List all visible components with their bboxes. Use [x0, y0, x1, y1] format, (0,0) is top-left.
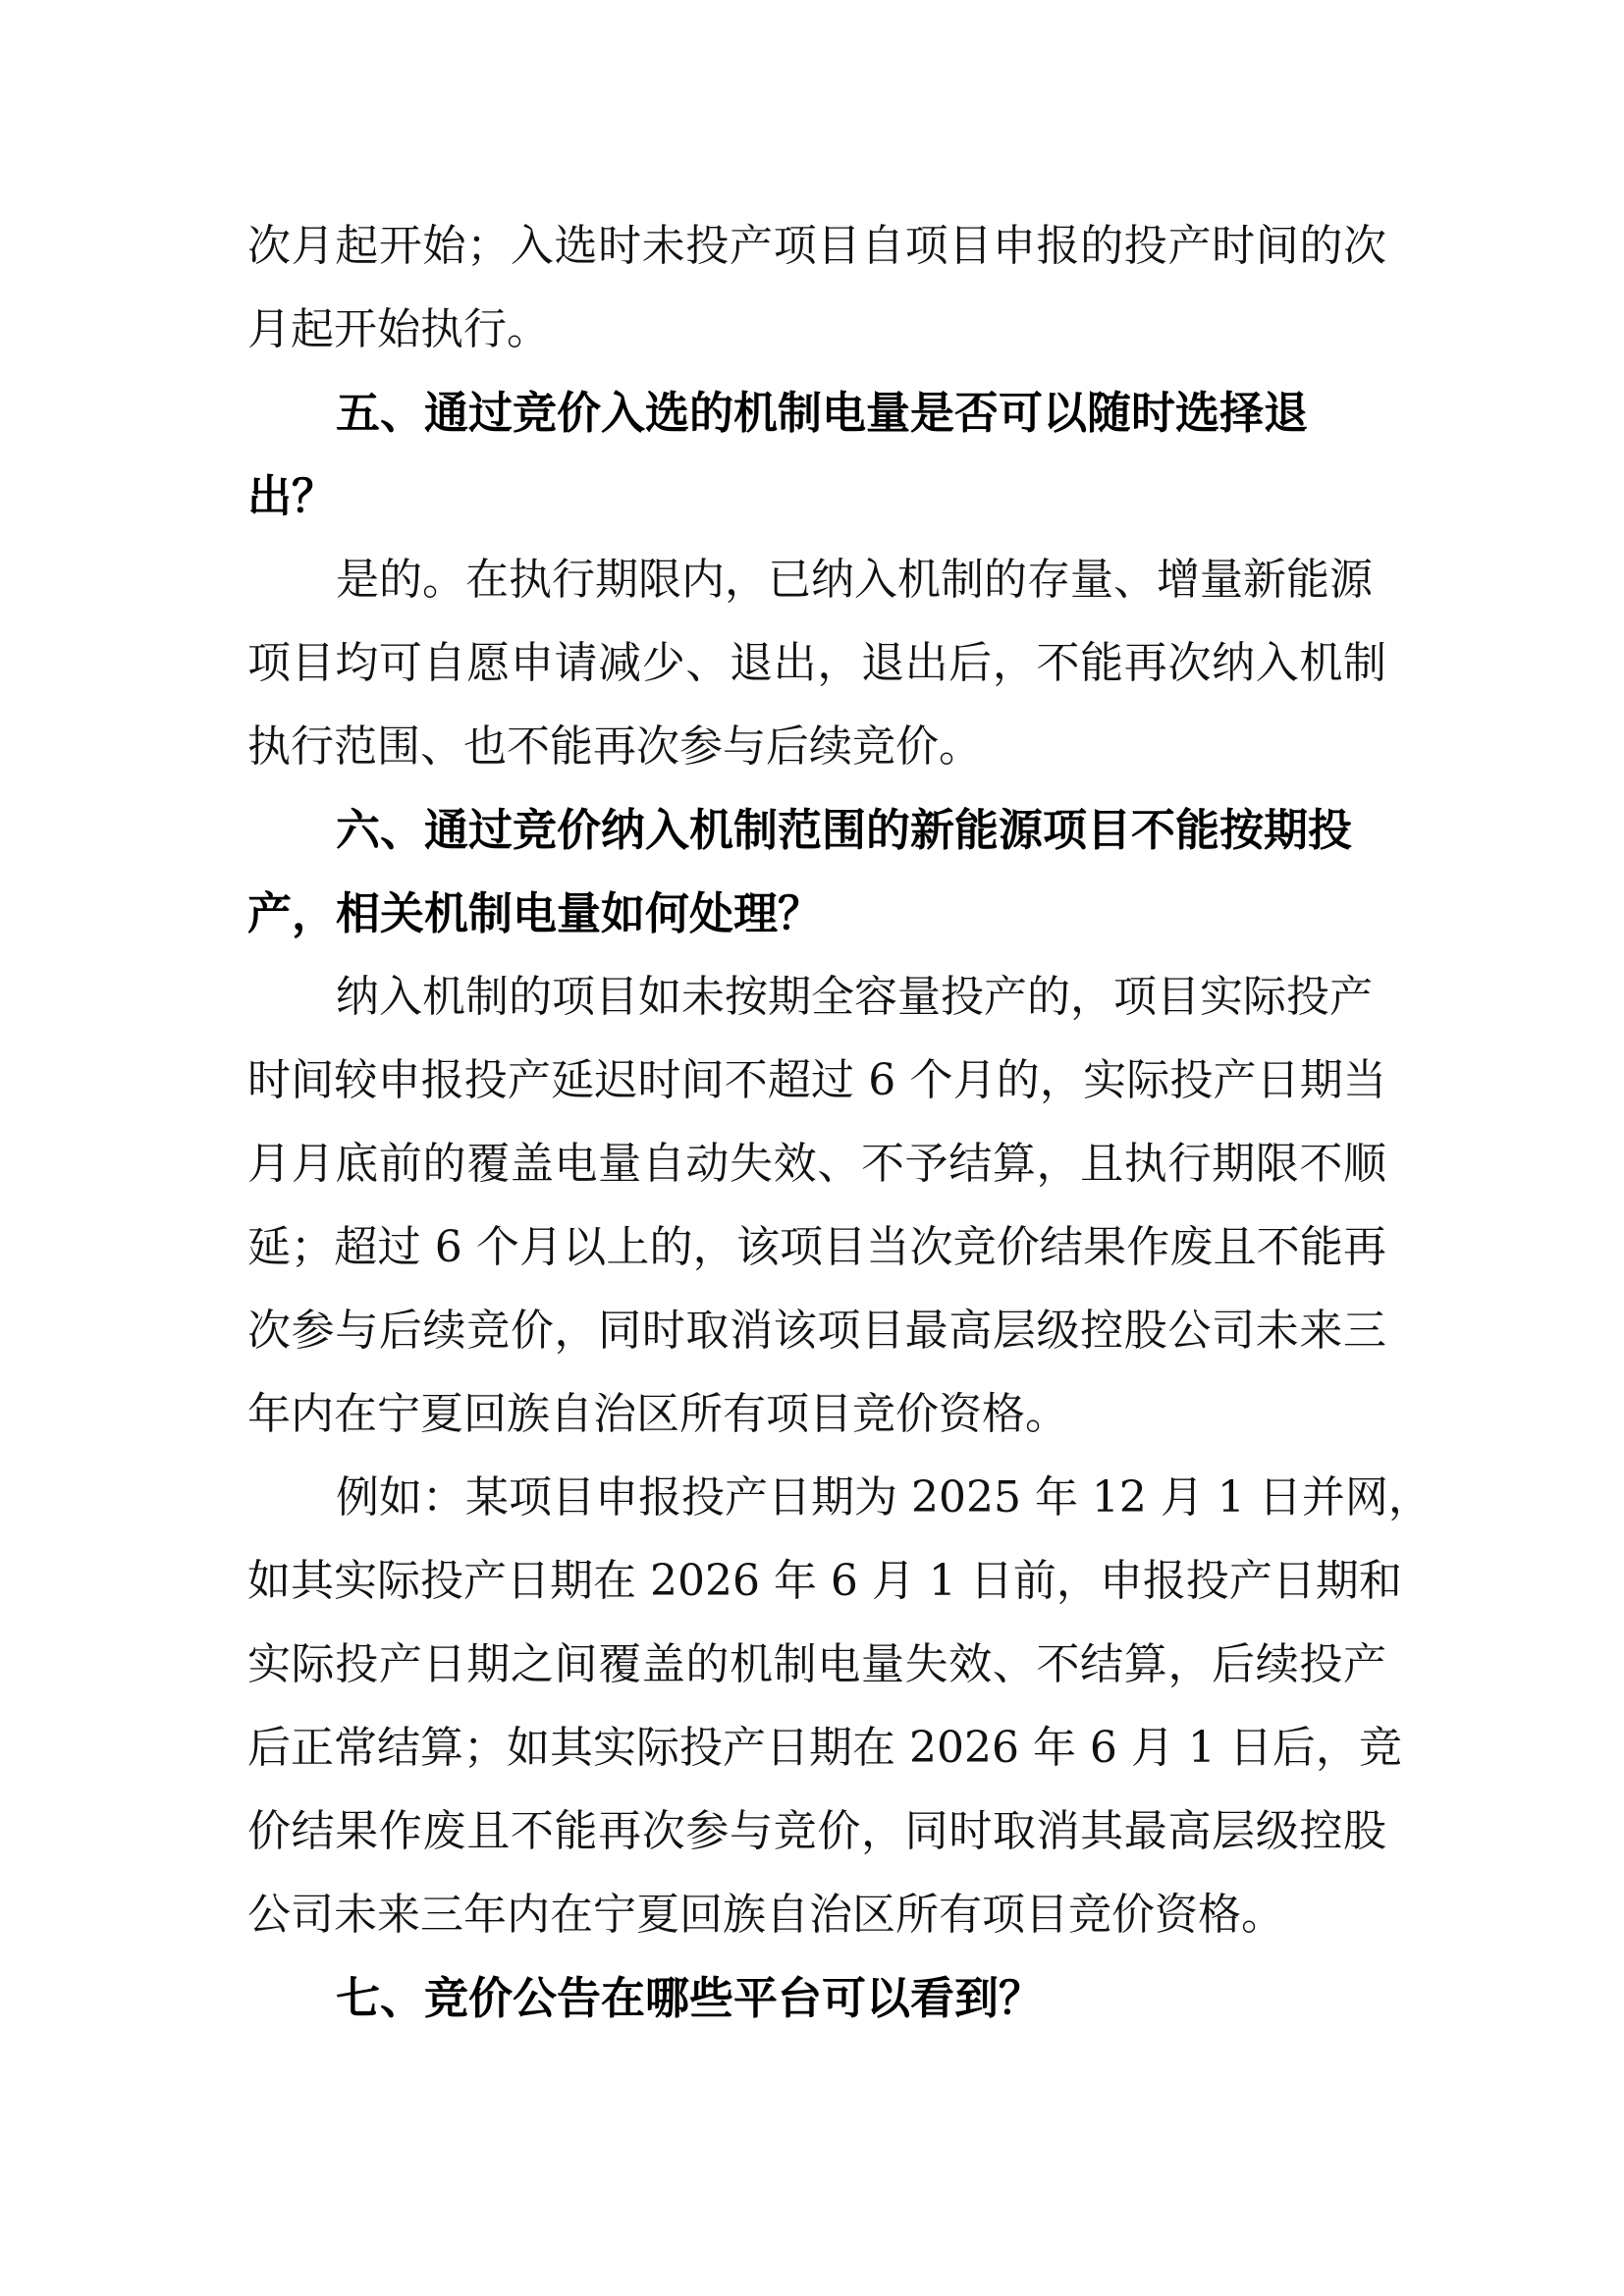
body-text-line: 年内在宁夏回族自治区所有项目竞价资格。: [247, 1389, 1068, 1439]
section-heading: 出？: [247, 470, 337, 522]
body-text-line: 次月起开始；入选时未投产项目自项目申报的投产时间的次: [247, 221, 1386, 271]
body-text-line: 后正常结算；如其实际投产日期在 2026 年 6 月 1 日后，竞: [247, 1723, 1402, 1773]
body-text-line: 公司未来三年内在宁夏回族自治区所有项目竞价资格。: [247, 1890, 1284, 1940]
body-text-line: 项目均可自愿申请减少、退出，退出后，不能再次纳入机制: [247, 638, 1386, 688]
body-text-line: 月月底前的覆盖电量自动失效、不予结算，且执行期限不顺: [247, 1139, 1386, 1189]
body-text-line: 例如：某项目申报投产日期为 2025 年 12 月 1 日并网，: [336, 1472, 1432, 1522]
body-text-line: 延；超过 6 个月以上的，该项目当次竞价结果作废且不能再: [247, 1222, 1386, 1272]
section-heading: 五、通过竞价入选的机制电量是否可以随时选择退: [336, 387, 1309, 439]
section-heading: 六、通过竞价纳入机制范围的新能源项目不能按期投: [336, 804, 1353, 856]
body-text-line: 执行范围、也不能再次参与后续竞价。: [247, 721, 982, 772]
body-text-line: 价结果作废且不能再次参与竞价，同时取消其最高层级控股: [247, 1806, 1386, 1856]
section-heading: 产，相关机制电量如何处理？: [247, 887, 823, 939]
section-heading: 七、竞价公告在哪些平台可以看到？: [336, 1972, 1044, 2024]
body-text-line: 月起开始执行。: [247, 304, 550, 354]
body-text-line: 实际投产日期之间覆盖的机制电量失效、不结算，后续投产: [247, 1639, 1386, 1689]
body-text-line: 是的。在执行期限内，已纳入机制的存量、增量新能源: [336, 555, 1373, 605]
body-text-line: 时间较申报投产延迟时间不超过 6 个月的，实际投产日期当: [247, 1055, 1386, 1105]
body-text-line: 次参与后续竞价，同时取消该项目最高层级控股公司未来三: [247, 1306, 1386, 1356]
body-text-line: 如其实际投产日期在 2026 年 6 月 1 日前，申报投产日期和: [247, 1556, 1402, 1606]
body-text-line: 纳入机制的项目如未按期全容量投产的，项目实际投产: [336, 972, 1373, 1022]
